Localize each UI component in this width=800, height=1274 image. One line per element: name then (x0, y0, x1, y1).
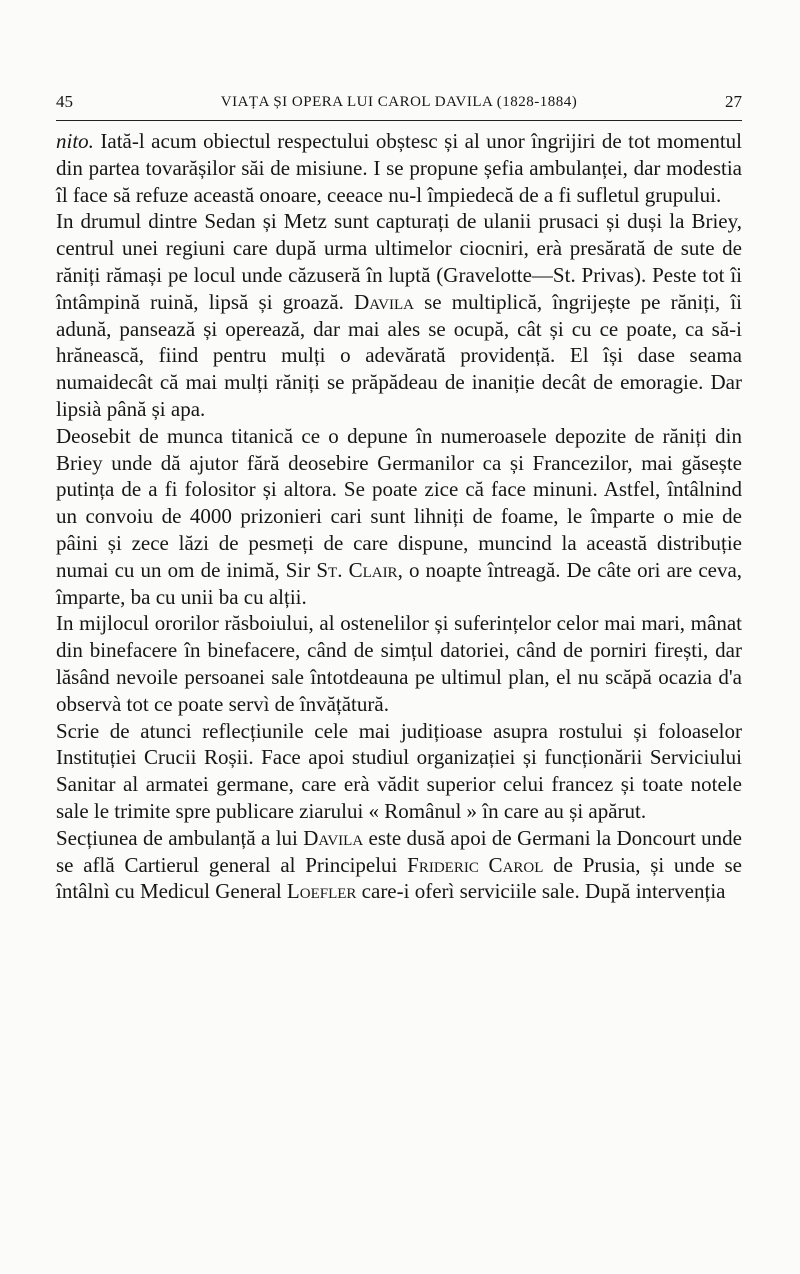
running-title: VIAȚA ȘI OPERA LUI CAROL DAVILA (1828-1884) (220, 94, 578, 110)
header-rule (56, 120, 742, 121)
paragraph-text: Iată-l acum obiectul respectului obștesc și al unor îngrijiri de tot momentul din partea tovarășilor săi de misiune. I se propune șefia ambulanței, dar modestia îl face să refuze această onoare, ceeace nu-l împiedecă de a fi sufletul grupului. (56, 129, 742, 207)
paragraph-text: In drumul dintre Sedan și Metz sunt capturați de ulanii prusaci și duși la Briey, centrul unei regiuni care după urma ultimelor ciocniri, erà presărată de sute de răniți rămași pe locul unde căzuseră în luptă (Gravelotte—St. Privas). Peste tot îi întâmpină ruină, lipsă și groază. (56, 209, 742, 314)
page-body (56, 128, 742, 905)
paragraph-6 (56, 825, 742, 905)
paragraph-text: se multiplică, îngrijește pe răniți, îi adună, pansează și operează, dar mai ales se ocupă, cât și cu ce poate, ca să-i hrănească, fiind pentru mulți o adevărată providență. El își dase seama numaidecât că mai mulți răniți se prăpădeau de inaniție decât de emoragie. Dar lipsià până și apa. (56, 289, 743, 421)
paragraph-text: Scrie de atunci reflecțiunile cele mai judițioase asupra rostului și foloaselor Instituției Crucii Roșii. Face apoi studiul organizației și funcționării Serviciului Sanitar al armatei germane, care erà vădit superior celui francez și toate notele sale le trimite spre publicare ziarului « Românul » în care au și apărut. (56, 718, 742, 823)
paragraph-text: de Prusia, și unde se întâlnì cu Medicul General (56, 852, 742, 904)
left-page-number: 45 (56, 92, 73, 111)
person-name: Loefler (286, 879, 357, 904)
paragraph-text: , o noapte întreagă. De câte ori are ceva, împarte, ba cu unii ba cu alții. (56, 557, 743, 609)
italic-word: nito. (56, 129, 94, 153)
paragraph-5 (56, 718, 742, 825)
person-name: Davila (303, 825, 364, 850)
person-name: St. Clair (316, 557, 398, 582)
paragraph-4 (56, 610, 742, 717)
person-name: Frideric Carol (407, 852, 544, 877)
paragraph-2 (56, 208, 742, 422)
paragraph-text: Deosebit de munca titanică ce o depune în numeroasele depozite de răniți din Briey unde dă ajutor fără deosebire Germanilor ca și Francezilor, mai găsește putința de a fi folositor și altora. Se poate zice că face minuni. Astfel, întâlnind un convoiu de 4000 prizonieri cari sunt lihniți de foame, le împarte o mie de pâini și zece lăzi de pesmeți de care dispune, muncind la această distribuție numai cu un om de inimă, Sir (56, 423, 742, 582)
paragraph-text: Secțiunea de ambulanță a lui (56, 825, 298, 850)
paragraph-text: este dusă apoi de Germani la Doncourt unde se află Cartierul general al Principelui (56, 825, 742, 877)
paragraph-3 (56, 423, 742, 611)
paragraph-text: care-i oferì serviciile sale. După intervenția (356, 879, 726, 904)
person-name: Davila (354, 289, 414, 314)
paragraph-text: In mijlocul ororilor răsboiului, al ostenelilor și suferințelor celor mai mari, mânat din binefacere în binefacere, când de simțul datoriei, când de porniri firești, dar lăsând nevoile persoanei sale întotdeauna pe ultimul plan, el nu scăpă ocazia d'a observà tot ce poate servì de învățătură. (56, 611, 742, 716)
running-header (56, 92, 742, 118)
page-number: 27 (725, 92, 742, 111)
paragraph-1 (56, 128, 742, 208)
